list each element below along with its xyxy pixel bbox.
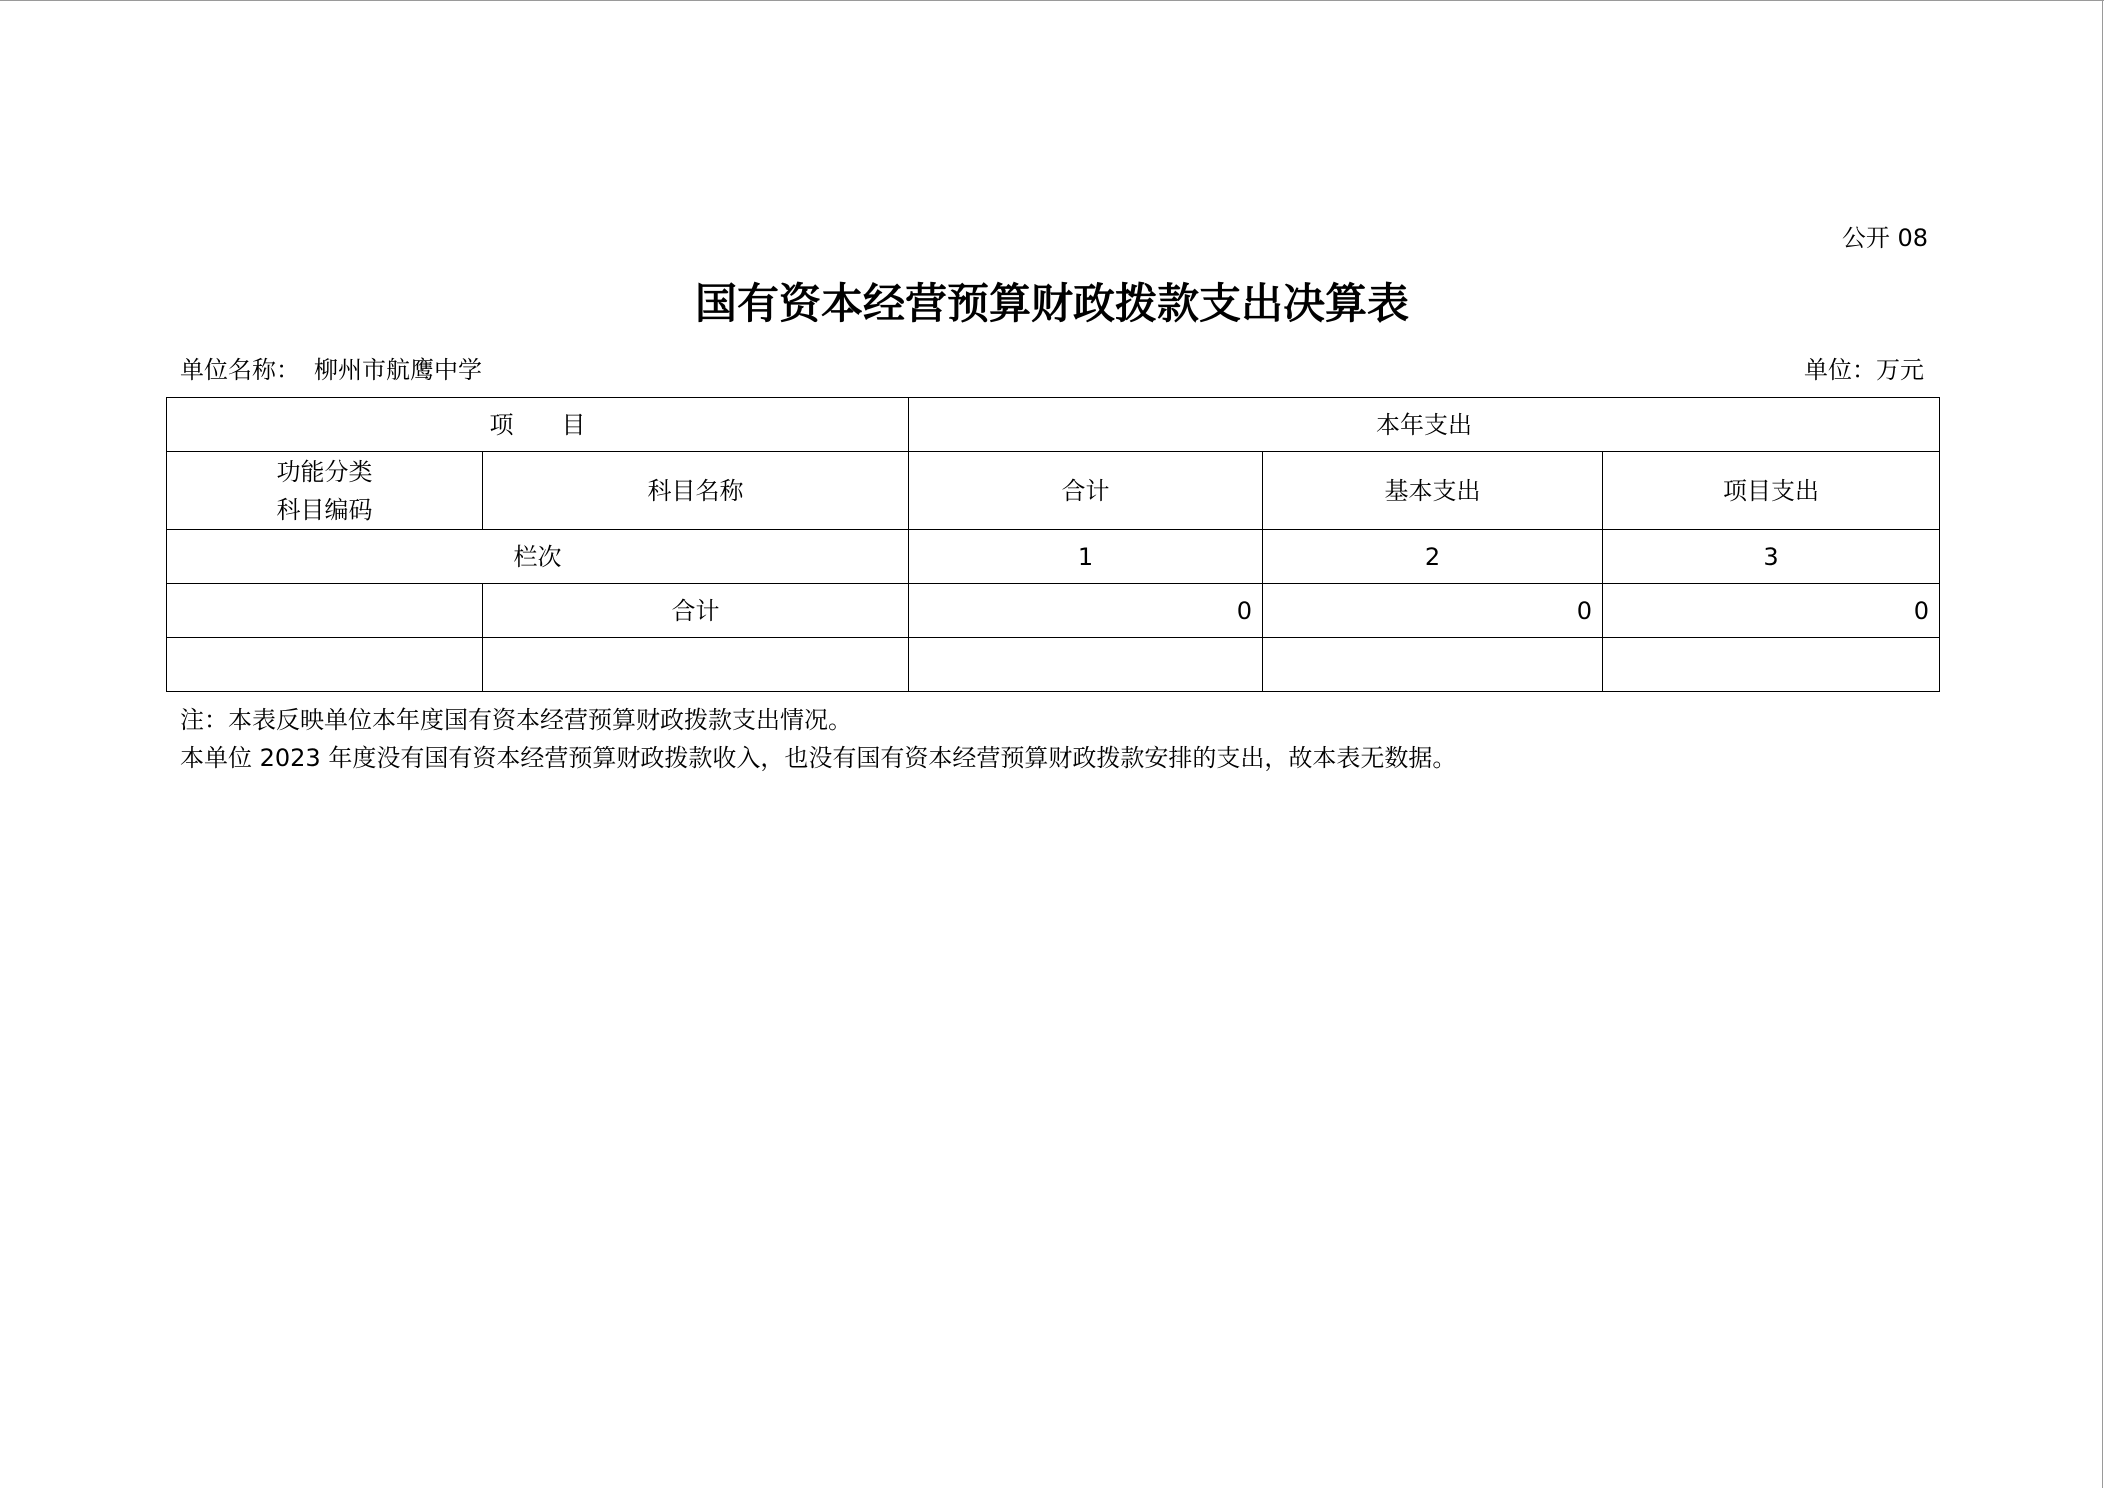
total-row-basic: 0: [1263, 584, 1603, 638]
unit-name-value: 柳州市航鹰中学: [314, 356, 482, 384]
unit-of-measure: 单位：万元: [1804, 356, 1924, 384]
header-project-expense: 项目支出: [1603, 452, 1940, 530]
table-header-row-2: [167, 452, 1940, 530]
empty-cell: [1603, 638, 1940, 692]
unit-name-label: 单位名称：: [180, 356, 300, 384]
total-row-project: 0: [1603, 584, 1940, 638]
header-item-cell: [167, 398, 909, 452]
expenditure-table: [166, 397, 1940, 692]
header-code-line2: 科目编码: [276, 495, 373, 524]
header-total: 合计: [909, 452, 1263, 530]
empty-cell: [909, 638, 1263, 692]
header-current-year-expense: 本年支出: [909, 398, 1940, 452]
column-index-1: 1: [909, 530, 1263, 584]
notes: [180, 701, 1456, 777]
note-line: 本单位 2023 年度没有国有资本经营预算财政拨款收入，也没有国有资本经营预算财政拨款安排的支出，故本表无数据。: [180, 744, 1457, 772]
total-row: [167, 584, 1940, 638]
header-item-label: 项 目: [489, 410, 586, 439]
total-row-total: 0: [909, 584, 1263, 638]
header-basic-expense: 基本支出: [1263, 452, 1603, 530]
document-code: 公开 08: [1841, 224, 1928, 252]
column-index-label: 栏次: [167, 530, 909, 584]
header-subject-name: 科目名称: [483, 452, 909, 530]
unit-name-row: [180, 354, 482, 386]
page-border-top: [0, 0, 2104, 1]
header-function-code: [167, 452, 483, 530]
empty-row: [167, 638, 1940, 692]
empty-cell: [167, 638, 483, 692]
header-code-line1: 功能分类: [276, 457, 373, 486]
empty-cell: [1263, 638, 1603, 692]
page-border-right: [2102, 0, 2103, 1488]
column-index-row: [167, 530, 1940, 584]
document-title: 国有资本经营预算财政拨款支出决算表: [694, 279, 1409, 328]
total-row-label: 合计: [483, 584, 909, 638]
empty-cell: [483, 638, 909, 692]
column-index-3: 3: [1603, 530, 1940, 584]
total-row-code: [167, 584, 483, 638]
table-header-row-1: [167, 398, 1940, 452]
note-line: 注：本表反映单位本年度国有资本经营预算财政拨款支出情况。: [180, 706, 852, 734]
column-index-2: 2: [1263, 530, 1603, 584]
